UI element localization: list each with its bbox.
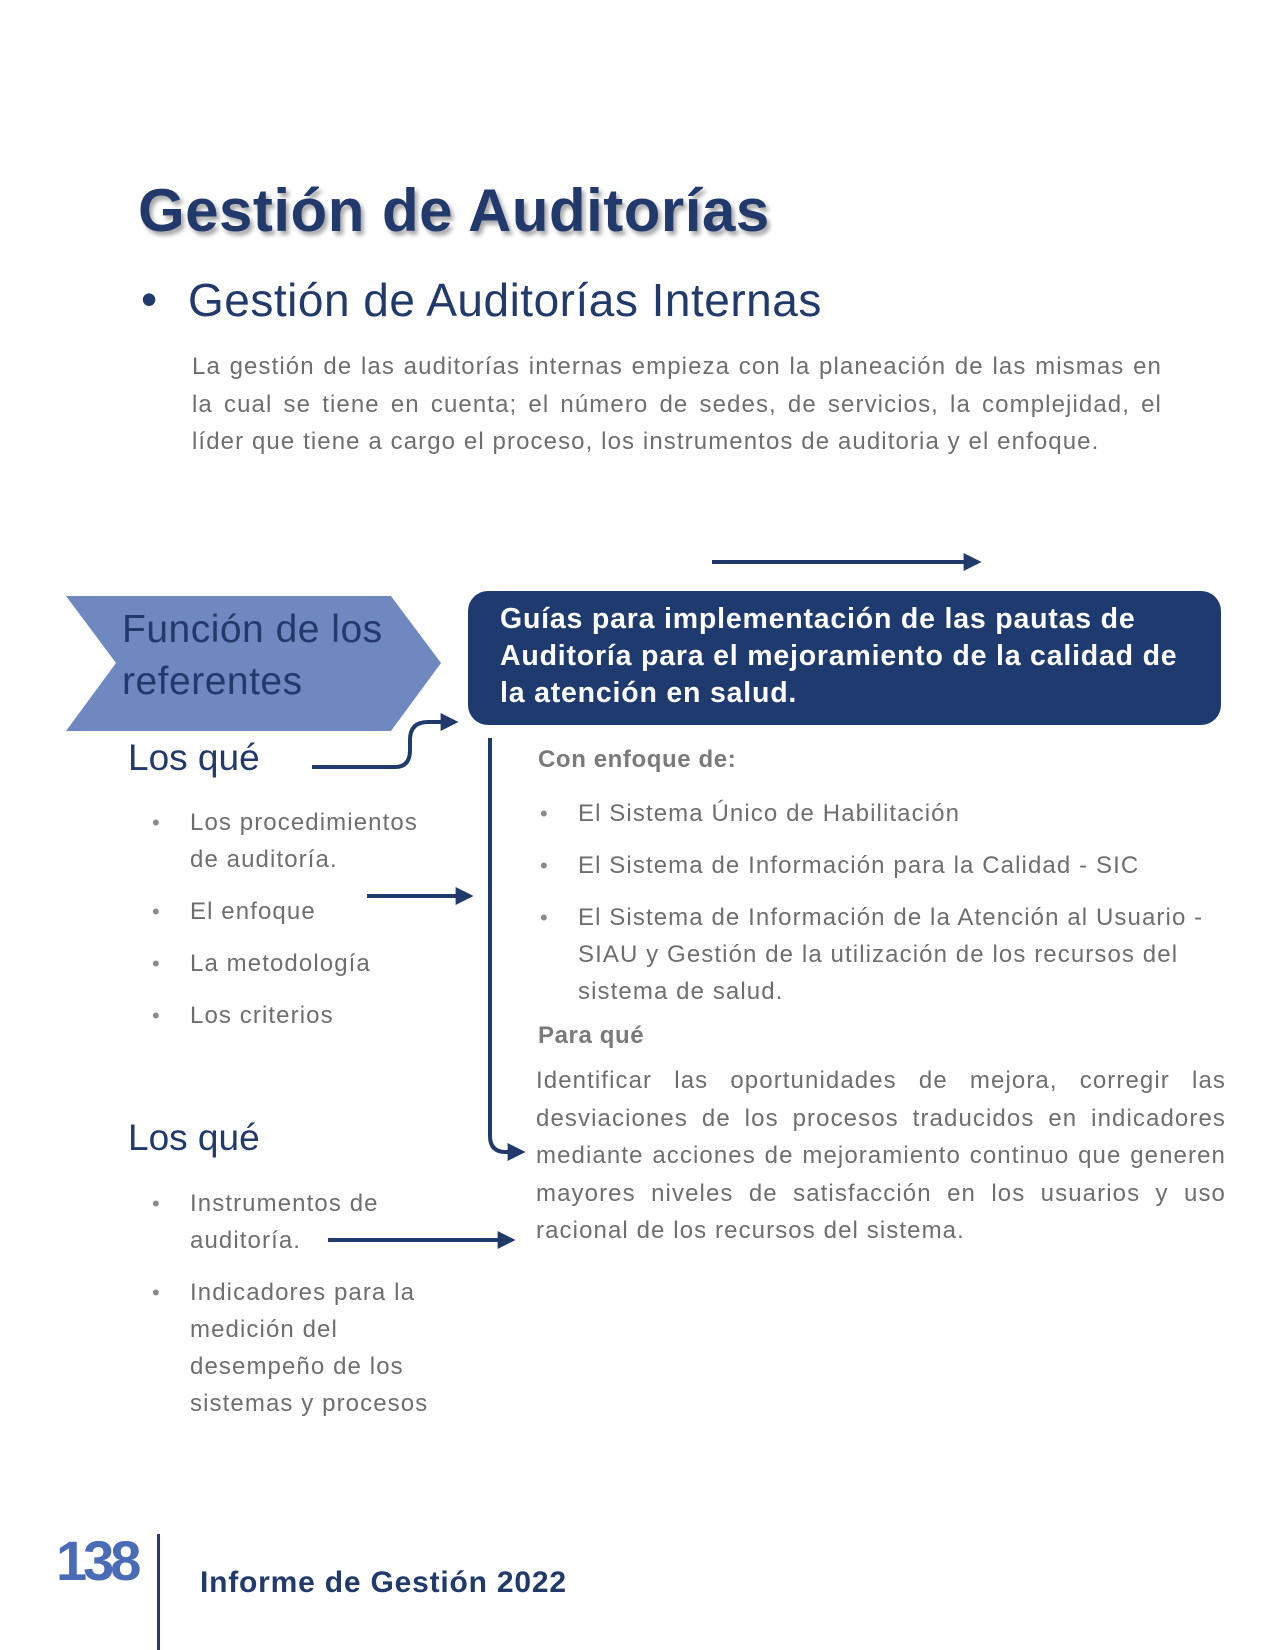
purpose-paragraph: Identificar las oportunidades de mejora, corregir las desviaciones de los procesos traducidos en indicadores mediante acciones de mejoramiento continuo que generen mayores niveles de satisfacción en los usuarios y uso racional de los recursos del sistema. bbox=[536, 1067, 1226, 1244]
bullet-icon: • bbox=[540, 905, 549, 930]
los-que-list-2 bbox=[130, 1185, 460, 1422]
focus-label: Con enfoque de: bbox=[538, 746, 737, 773]
los-que-heading-1: Los qué bbox=[128, 737, 260, 778]
chevron-label: Función de los referentes bbox=[122, 608, 383, 703]
footer-divider bbox=[157, 1534, 160, 1650]
footer-report-title: Informe de Gestión 2022 bbox=[200, 1566, 567, 1599]
page-title: Gestión de Auditorías bbox=[138, 177, 770, 244]
bullet-icon: • bbox=[152, 1003, 161, 1028]
bullet-icon: • bbox=[540, 853, 549, 878]
bullet-icon: • bbox=[152, 1280, 161, 1305]
purpose-label: Para qué bbox=[538, 1022, 645, 1049]
los-que-heading-2: Los qué bbox=[128, 1117, 260, 1158]
bullet-icon: • bbox=[152, 810, 161, 835]
intro-paragraph: La gestión de las auditorías internas empieza con la planeación de las mismas en la cual se tiene en cuenta; el número de sedes, de servicios, la complejidad, el líder que tiene a cargo el proceso, los instrumentos de auditoria y el enfoque. bbox=[192, 353, 1162, 455]
list-item: • Los criterios bbox=[130, 997, 450, 1034]
bullet-icon: • bbox=[152, 951, 161, 976]
list-item: • El Sistema Único de Habilitación bbox=[540, 795, 1240, 832]
list-item: • El Sistema de Información para la Calidad - SIC bbox=[540, 847, 1240, 884]
list-item: • Indicadores para la medición del desempeño de los sistemas y procesos bbox=[130, 1274, 430, 1422]
list-item: • El enfoque bbox=[130, 893, 450, 930]
bullet-icon: • bbox=[152, 899, 161, 924]
bullet-icon: • bbox=[540, 801, 549, 826]
vertical-connector-arrow bbox=[490, 738, 522, 1152]
guide-box-text: Guías para implementación de las pautas de Auditoría para el mejoramiento de la calidad de la atención en salud. bbox=[500, 603, 1178, 709]
focus-list bbox=[540, 795, 1240, 1010]
list-item: • Instrumentos de auditoría. bbox=[130, 1185, 430, 1259]
page-number: 138 bbox=[56, 1529, 138, 1592]
list-item: • El Sistema de Información de la Atención al Usuario - SIAU y Gestión de la utilización de los recursos del sistema de salud. bbox=[540, 899, 1240, 1010]
guide-box bbox=[468, 591, 1221, 725]
bullet-icon: • bbox=[152, 1191, 161, 1216]
los-que-list-1 bbox=[130, 804, 450, 1034]
list-item: • Los procedimientos de auditoría. bbox=[130, 804, 450, 878]
page-subtitle: Gestión de Auditorías Internas bbox=[188, 274, 822, 326]
list-item: • La metodología bbox=[130, 945, 450, 982]
subtitle-bullet: • bbox=[141, 273, 158, 325]
